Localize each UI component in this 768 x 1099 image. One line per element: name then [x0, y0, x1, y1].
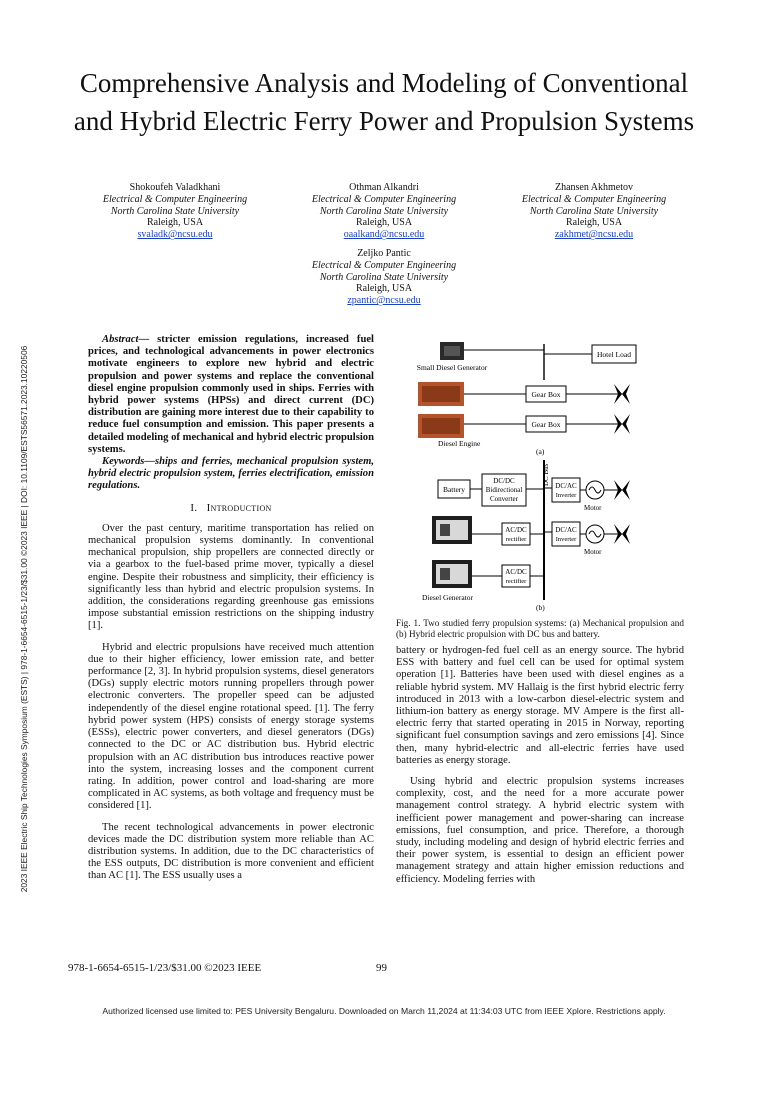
paragraph: Hybrid and electric propulsions have received much attention due to their higher efficiency, lower emission rate, and better performance [2, 3]. In hybrid propulsion systems, diesel generators (DGs) supply electric motors running propellers through power electronic converters. The propeller speed can be adjusted independently of the diesel engine rotational speed. [1]. The ferry hybrid power system (HPS) consists of energy storage systems (ESSs), electric power converters, and diesel generators (DGs) connected to the DC or AC distribution bus. Hybrid electric propulsion with an AC distribution bus introduces reactive power into the system, increasing losses and the component current rating. In addition, power control and load-sharing are more complicated in AC systems, as both voltage and frequency must be considered [1].: [88, 641, 374, 812]
author-dept: Electrical & Computer Engineering: [311, 193, 457, 205]
author-city: Raleigh, USA: [565, 217, 623, 229]
author-block-1: [75, 182, 275, 241]
author-university: North Carolina State University: [110, 205, 240, 217]
license-note: Authorized licensed use limited to: PES University Bengaluru. Downloaded on March 11,2024 at 11:34:03 UTC from IEEE Xplore. Restrictions apply.: [102, 1006, 666, 1016]
author-university: North Carolina State University: [529, 205, 659, 217]
figure-caption: Fig. 1. Two studied ferry propulsion systems: (a) Mechanical propulsion and (b) Hybrid electric propulsion with DC bus and battery.: [396, 618, 684, 639]
diesel-engine-icon: [418, 382, 464, 438]
small-diesel-generator-icon: [440, 342, 464, 360]
paragraph: The recent technological advancements in power electronic devices made the DC distribution system more reliable than AC distribution systems. In addition, due to the DC characteristics of the ESS outputs, DC distribution is more convenient and efficient than AC [1]. The ESS usually uses a: [88, 821, 374, 882]
abstract-label: Abstract: [102, 334, 139, 345]
rect2-label-2: rectifier: [505, 578, 527, 585]
inv2-label-1: DC/AC: [555, 526, 577, 534]
author-block-3: [494, 182, 694, 241]
left-column: [88, 334, 374, 892]
inv2-label-2: Inverter: [555, 536, 577, 543]
section-heading: [88, 502, 374, 514]
author-name: Zeljko Pantic: [357, 248, 411, 259]
section-number: I.: [190, 501, 198, 514]
footer-isbn: 978-1-6654-6515-1/23/$31.00 ©2023 IEEE: [68, 962, 262, 974]
gearbox-2-label: Gear Box: [531, 420, 561, 429]
author-name: Zhansen Akhmetov: [554, 182, 634, 193]
side-banner: 2023 IEEE Electric Ship Technologies Symposium (ESTS) | 978-1-6654-6515-1/23/$31.00 ©2023 IEEE | DOI: 10.1109/ESTS56571.2023.10220506: [19, 345, 29, 893]
dc-bus-label: DC Bus: [542, 463, 550, 486]
author-university: North Carolina State University: [319, 271, 449, 283]
keywords-text: —ships and ferries, mechanical propulsion system, hybrid electric propulsion system, ferries electrification, emission regulations.: [88, 456, 374, 492]
rect1-label-1: AC/DC: [505, 526, 527, 534]
diesel-generator-1-icon: [432, 516, 472, 544]
author-name: Shokoufeh Valadkhani: [129, 182, 221, 193]
author-dept: Electrical & Computer Engineering: [521, 193, 667, 205]
author-email-link[interactable]: oaalkand@ncsu.edu: [343, 229, 425, 241]
author-email-link[interactable]: zakhmet@ncsu.edu: [554, 229, 634, 241]
author-block-4: [284, 248, 484, 307]
author-name: Othman Alkandri: [349, 182, 419, 193]
inv1-label-1: DC/AC: [555, 482, 577, 490]
gearbox-1-label: Gear Box: [531, 390, 561, 399]
author-dept: Electrical & Computer Engineering: [102, 193, 248, 205]
rect1-label-2: rectifier: [505, 536, 527, 543]
figure-1: [396, 336, 684, 616]
dcdc-label-3: Converter: [490, 495, 518, 503]
right-column: [396, 645, 684, 895]
paragraph: Over the past century, maritime transportation has relied on mechanical propulsion systems dominantly. In conventional mechanical propulsion, ship propellers are connected directly or via a gearbox to the fuel-based prime mover, typically a diesel engine. Despite their robustness and simplicity, their efficiency is significantly less than hybrid and electric propulsion systems. In addition, the considerations regarding greenhouse gas emissions impose substantial emission restrictions on the shipping industry [1].: [88, 522, 374, 632]
diesel-generator-2-icon: [432, 560, 472, 588]
section-title: Introduction: [206, 501, 272, 514]
motor-2-label: Motor: [584, 548, 602, 556]
author-dept: Electrical & Computer Engineering: [311, 259, 457, 271]
abstract-text: — stricter emission regulations, increased fuel prices, and technological advancements in power electronics motivate engineers to explore new hybrid and electric propulsion and power systems and replace the conventional diesel engine propulsion commonly used in ships. Ferries with hybrid power systems (HPSs) and direct current (DC) distribution are gaining more interest due to their capability to reduce fuel consumption and emission. This paper presents a detailed modeling of mechanical and hybrid electric propulsion systems.: [88, 334, 374, 455]
author-university: North Carolina State University: [319, 205, 449, 217]
page-number: 99: [376, 962, 387, 974]
small-gen-label: Small Diesel Generator: [416, 363, 488, 372]
subfig-b-label: (b): [536, 603, 545, 612]
diesel-engine-label: Diesel Engine: [438, 439, 481, 448]
motor-1-label: Motor: [584, 504, 602, 512]
hotel-load-label: Hotel Load: [597, 350, 631, 359]
author-email-link[interactable]: zpantic@ncsu.edu: [347, 295, 421, 307]
rect2-label-1: AC/DC: [505, 568, 527, 576]
author-city: Raleigh, USA: [355, 217, 413, 229]
diesel-gen-label: Diesel Generator: [422, 593, 474, 602]
inv1-label-2: Inverter: [555, 492, 577, 499]
author-city: Raleigh, USA: [355, 283, 413, 295]
battery-label: Battery: [442, 485, 466, 494]
dcdc-label-2: Bidirectional: [485, 486, 523, 494]
paragraph: Using hybrid and electric propulsion systems increases complexity, cost, and the need for a more accurate power management control strategy. A hybrid electric system with inefficient power management and power-sharing can increase emissions, fuel consumption, and price. Therefore, a thorough study, including modeling and design of hybrid electric ferries and their power system, is essential to design an efficient power management strategy and attain higher emission reductions and efficiency. Modeling ferries with: [396, 776, 684, 885]
author-block-2: [284, 182, 484, 241]
paper-title: Comprehensive Analysis and Modeling of Conventional and Hybrid Electric Ferry Power and Propulsion Systems: [73, 68, 695, 136]
paragraph: battery or hydrogen-fed fuel cell as an energy source. The hybrid ESS with battery and fuel cell can be used for optimal system operation [1]. Batteries have been used with diesel engines as a reliable hybrid system. MV Hallaig is the first hybrid electric ferry introduced in 2013 with a low-carbon diesel-electric system and lithium-ion battery as energy storage. MV Ampere is the first all-electric ferry that started operating in 2015 in Norway, reporting significant fuel consumption savings and zero emissions [4]. Since then, many hybrid-electric and all-electric ferries have used batteries as energy storage.: [396, 645, 684, 766]
abstract: [88, 334, 374, 456]
dcdc-label-1: DC/DC: [493, 477, 515, 485]
author-email-link[interactable]: svaladk@ncsu.edu: [137, 229, 213, 241]
author-city: Raleigh, USA: [146, 217, 204, 229]
subfig-a-label: (a): [536, 447, 545, 456]
keywords-label: Keywords: [102, 456, 145, 468]
keywords: [88, 456, 374, 493]
